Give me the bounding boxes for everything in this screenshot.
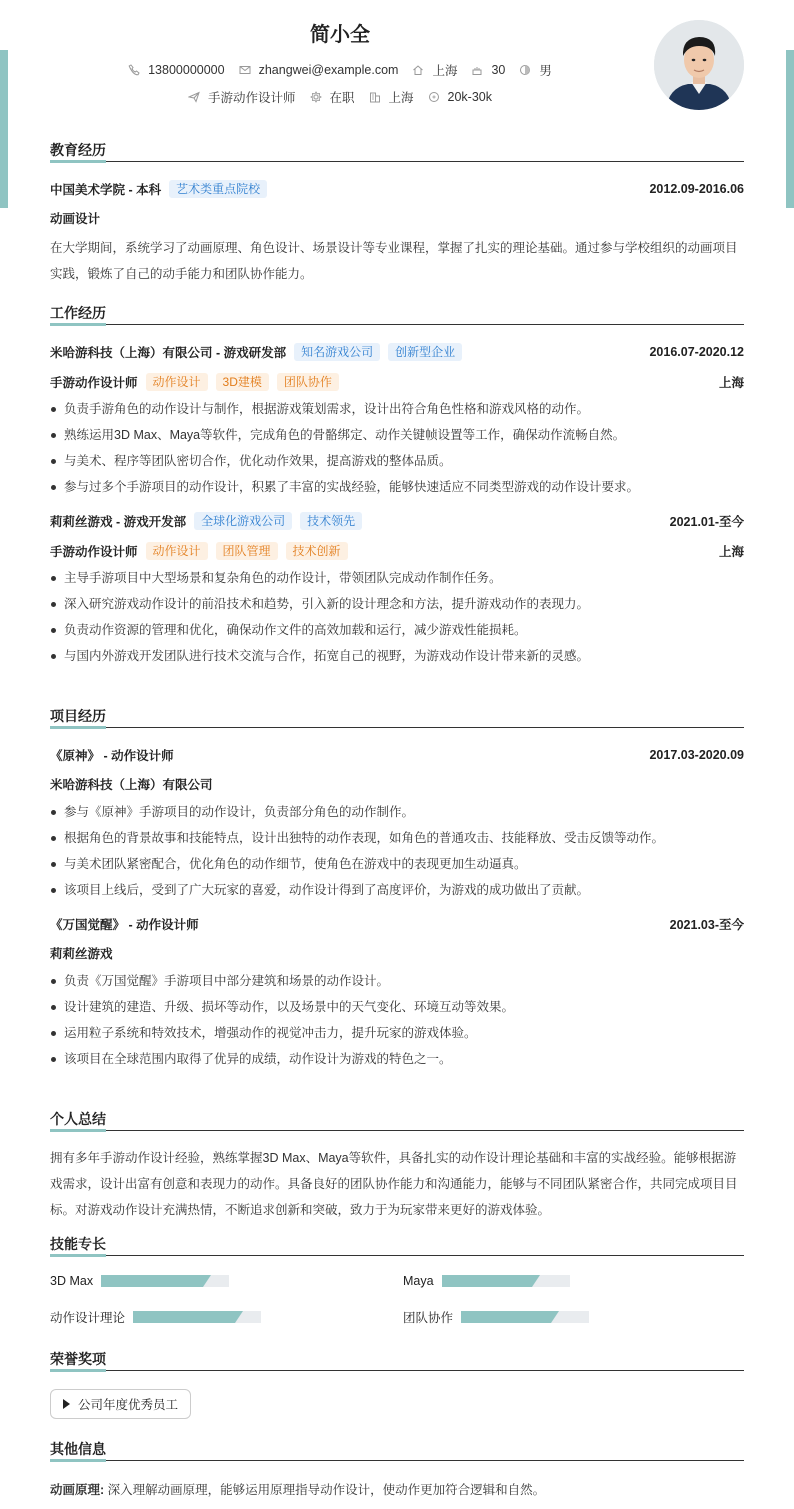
list-item: 熟练运用3D Max、Maya等软件，完成角色的骨骼绑定、动作关键帧设置等工作，确保动作流畅自然。 [50,422,744,448]
project-period: 2021.03-至今 [669,918,744,932]
other-text: 深入理解动画原理，能够运用原理指导动作设计，使动作更加符合逻辑和自然。 [107,1483,546,1497]
award-name: 公司年度优秀员工 [78,1398,179,1412]
list-item: 该项目上线后，受到了广大玩家的喜爱，动作设计得到了高度评价，为游戏的成功做出了贡献。 [50,877,744,903]
list-item: 与国内外游戏开发团队进行技术交流与合作，拓宽自己的视野，为游戏动作设计带来新的灵感。 [50,643,744,669]
phone-text: 13800000000 [148,63,225,77]
work-title: 工作经历 [50,303,744,325]
job-role-row [50,541,744,561]
skill-name: 团队协作 [403,1311,454,1325]
list-item: 深入研究游戏动作设计的前沿技术和趋势，引入新的设计理念和方法，提升游戏动作的表现力。 [50,591,744,617]
award-item[interactable] [50,1389,191,1419]
job-role-row [50,372,744,392]
gear-icon [310,91,322,103]
job-item [50,342,744,500]
job-role: 手游动作设计师 [50,545,138,559]
list-item: 负责《万国觉醒》手游项目中部分建筑和场景的动作设计。 [50,968,744,994]
skill-bar [101,1275,229,1287]
awards-title: 荣誉奖项 [50,1349,744,1371]
city-text: 上海 [432,64,458,78]
job-text: 手游动作设计师 [207,91,296,105]
project-name: 《万国觉醒》 - 动作设计师 [50,918,199,932]
list-item: 该项目在全球范围内取得了优异的成绩，动作设计为游戏的特色之一。 [50,1046,744,1072]
summary-section [50,1109,744,1223]
job-company: 米哈游科技（上海）有限公司 - 游戏研发部 [50,346,287,360]
phone-icon [128,64,140,76]
role-tag: 技术创新 [286,542,348,560]
education-row [50,179,744,199]
email-text: zhangwei@example.com [258,63,399,77]
project-bullets [50,799,744,903]
projects-section [50,706,744,1072]
role-tag: 动作设计 [146,542,208,560]
basic-info-row [0,61,680,79]
skills-section [50,1234,744,1344]
other-info-line [50,1477,744,1503]
job-location: 上海 [718,545,744,559]
major-name: 动画设计 [50,212,101,226]
education-period: 2012.09-2016.06 [649,182,744,196]
role-tag: 团队协作 [277,373,339,391]
list-item: 参与过多个手游项目的动作设计，积累了丰富的实战经验，能够快速适应不同类型游戏的动作设计要求。 [50,474,744,500]
project-row [50,914,744,934]
project-row [50,745,744,765]
job-info [188,88,296,106]
cake-icon [471,64,483,76]
job-period: 2021.01-至今 [669,515,744,529]
company-tag: 技术领先 [300,512,362,530]
work-section [50,303,744,669]
job-company-row [50,511,744,531]
skill-bar [461,1311,589,1323]
skill-bar-fill [101,1275,203,1287]
list-item: 运用粒子系统和特效技术，增强动作的视觉冲击力，提升玩家的游戏体验。 [50,1020,744,1046]
other-section [50,1439,744,1503]
skill-item [50,1308,261,1326]
education-section [50,140,744,287]
list-item: 主导手游项目中大型场景和复杂角色的动作设计，带领团队完成动作制作任务。 [50,565,744,591]
gender-text: 男 [539,64,552,78]
role-tag: 团队管理 [216,542,278,560]
job-bullets [50,396,744,500]
skill-item [403,1274,570,1288]
project-period: 2017.03-2020.09 [649,748,744,762]
email-info [239,63,399,77]
other-title: 其他信息 [50,1439,744,1461]
expected-city-text: 上海 [388,91,414,105]
list-item: 负责手游角色的动作设计与制作，根据游戏策划需求，设计出符合角色性格和游戏风格的动作。 [50,396,744,422]
status-text: 在职 [329,91,355,105]
summary-title: 个人总结 [50,1109,744,1131]
list-item: 参与《原神》手游项目的动作设计，负责部分角色的动作制作。 [50,799,744,825]
gender-info [519,61,552,79]
skill-name: 动作设计理论 [50,1311,126,1325]
school-tag: 艺术类重点院校 [169,180,267,198]
company-tag: 知名游戏公司 [294,343,380,361]
education-title: 教育经历 [50,140,744,162]
money-icon [428,91,440,103]
skill-bar-fill [461,1311,551,1323]
skill-item [50,1274,229,1288]
phone-info [128,63,224,77]
job-bullets [50,565,744,669]
project-bullets [50,968,744,1072]
skill-bar-fill [442,1275,532,1287]
building-icon [369,91,381,103]
project-name: 《原神》 - 动作设计师 [50,749,174,763]
skill-bar [133,1311,261,1323]
list-item: 负责动作资源的管理和优化，确保动作文件的高效加载和运行，减少游戏性能损耗。 [50,617,744,643]
job-company-row [50,342,744,362]
company-tag: 创新型企业 [388,343,462,361]
status-info [310,88,355,106]
city-info [412,61,457,79]
project-company: 莉莉丝游戏 [50,947,113,961]
salary-info [428,90,492,104]
job-info-row [0,88,680,106]
other-label: 动画原理: [50,1483,105,1497]
candidate-name: 简小全 [310,24,370,46]
job-company: 莉莉丝游戏 - 游戏开发部 [50,515,187,529]
list-item: 根据角色的背景故事和技能特点，设计出独特的动作表现，如角色的普通攻击、技能释放、受击反馈等动作。 [50,825,744,851]
home-icon [412,64,424,76]
age-info [471,63,505,77]
education-desc: 在大学期间，系统学习了动画原理、角色设计、场景设计等专业课程，掌握了扎实的理论基础。通过参与学校组织的动画项目实践，锻炼了自己的动手能力和团队协作能力。 [50,241,738,281]
job-item [50,511,744,669]
project-item [50,914,744,1072]
skill-bar-fill [133,1311,235,1323]
projects-title: 项目经历 [50,706,744,728]
company-tag: 全球化游戏公司 [194,512,292,530]
skill-bar [442,1275,570,1287]
skills-title: 技能专长 [50,1234,744,1256]
project-item [50,745,744,903]
skills-grid [50,1274,744,1344]
salary-text: 20k-30k [447,90,493,104]
list-item: 与美术、程序等团队密切合作，优化动作效果，提高游戏的整体品质。 [50,448,744,474]
role-tag: 3D建模 [216,373,269,391]
summary-text: 拥有多年手游动作设计经验，熟练掌握3D Max、Maya等软件，具备扎实的动作设计理论基础和丰富的实战经验。能够根据游戏需求，设计出富有创意和表现力的动作。具备良好的团队协作能力和沟通能力，能够与不同团队紧密合作，共同完成项目目标。对游戏动作设计充满热情，不断追求创新和突破，致力于为玩家带来更好的游戏体验。 [50,1151,738,1217]
send-icon [188,91,200,103]
skill-name: Maya [403,1274,434,1288]
list-item: 与美术团队紧密配合，优化角色的动作细节，使角色在游戏中的表现更加生动逼真。 [50,851,744,877]
project-company: 米哈游科技（上海）有限公司 [50,778,213,792]
list-item: 设计建筑的建造、升级、损坏等动作，以及场景中的天气变化、环境互动等效果。 [50,994,744,1020]
job-period: 2016.07-2020.12 [649,345,744,359]
role-tag: 动作设计 [146,373,208,391]
job-role: 手游动作设计师 [50,376,138,390]
expected-city-info [369,88,414,106]
school-name: 中国美术学院 - 本科 [50,183,162,197]
resume-header [0,0,794,130]
skill-item [403,1308,589,1326]
mail-icon [239,64,251,76]
skill-name: 3D Max [50,1274,94,1288]
gender-icon [519,64,531,76]
age-text: 30 [491,63,506,77]
caret-right-icon [63,1399,70,1409]
awards-section [50,1349,744,1419]
avatar [654,20,744,110]
job-location: 上海 [718,376,744,390]
